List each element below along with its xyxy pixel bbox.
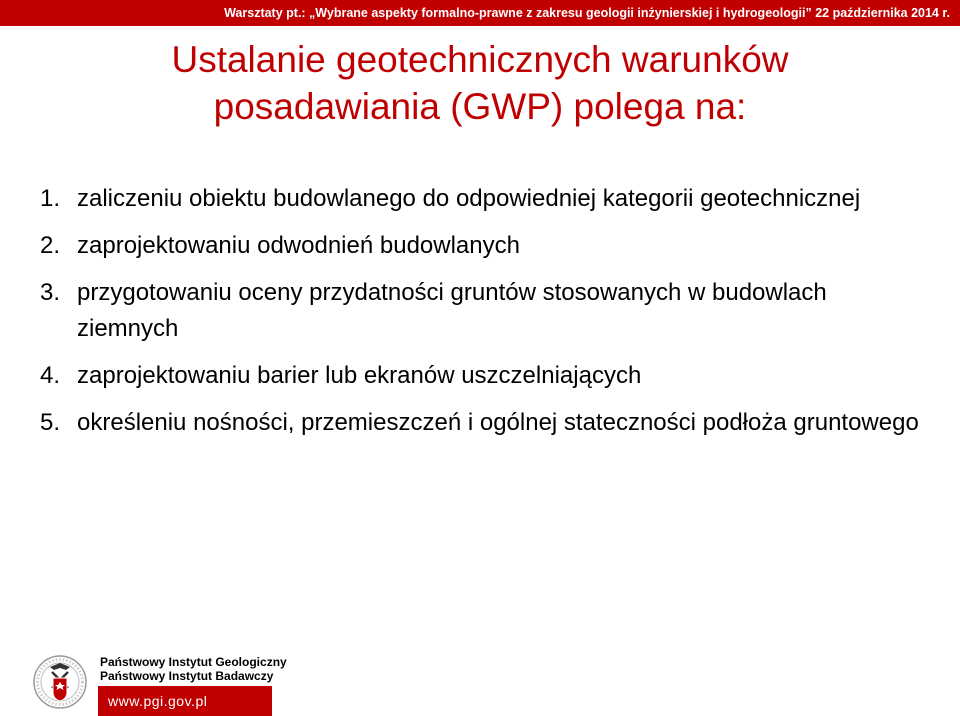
list-item-text: określeniu nośności, przemieszczeń i ogólnej stateczności podłoża gruntowego — [77, 409, 919, 436]
list-item — [40, 228, 930, 264]
list-item-number: 4. — [40, 362, 61, 389]
slide-title — [0, 36, 960, 130]
list-item-number: 3. — [40, 279, 61, 306]
list-item-number: 2. — [40, 232, 61, 259]
numbered-list — [40, 181, 930, 452]
list-item — [40, 358, 930, 394]
header-bar — [0, 0, 960, 26]
list-item-text: zaliczeniu obiektu budowlanego do odpowiedniej kategorii geotechnicznej — [77, 185, 861, 212]
list-item-number: 5. — [40, 409, 61, 436]
list-item-text: zaprojektowaniu barier lub ekranów uszczelniających — [77, 362, 642, 389]
list-item-text: przygotowaniu oceny przydatności gruntów stosowanych w budowlach ziemnych — [77, 279, 827, 342]
header-text: Warsztaty pt.: „Wybrane aspekty formalno-prawne z zakresu geologii inżynierskiej i hydrogeologii” 22 października 2014 r. — [224, 6, 950, 20]
website-url[interactable]: www.pgi.gov.pl — [98, 686, 272, 716]
footer — [0, 640, 287, 716]
slide-title-line-2: posadawiania (GWP) polega na: — [213, 86, 747, 127]
list-item — [40, 405, 930, 441]
pgi-logo-icon — [32, 654, 88, 710]
list-item-number: 1. — [40, 185, 61, 212]
institute-name: Państwowy Instytut Geologiczny — [100, 655, 287, 669]
list-item-text: zaprojektowaniu odwodnień budowlanych — [77, 232, 520, 259]
list-item — [40, 181, 930, 217]
slide-title-line-1: Ustalanie geotechnicznych warunków — [171, 39, 789, 80]
institute-subtitle: Państwowy Instytut Badawczy — [100, 669, 274, 683]
list-item — [40, 275, 930, 347]
